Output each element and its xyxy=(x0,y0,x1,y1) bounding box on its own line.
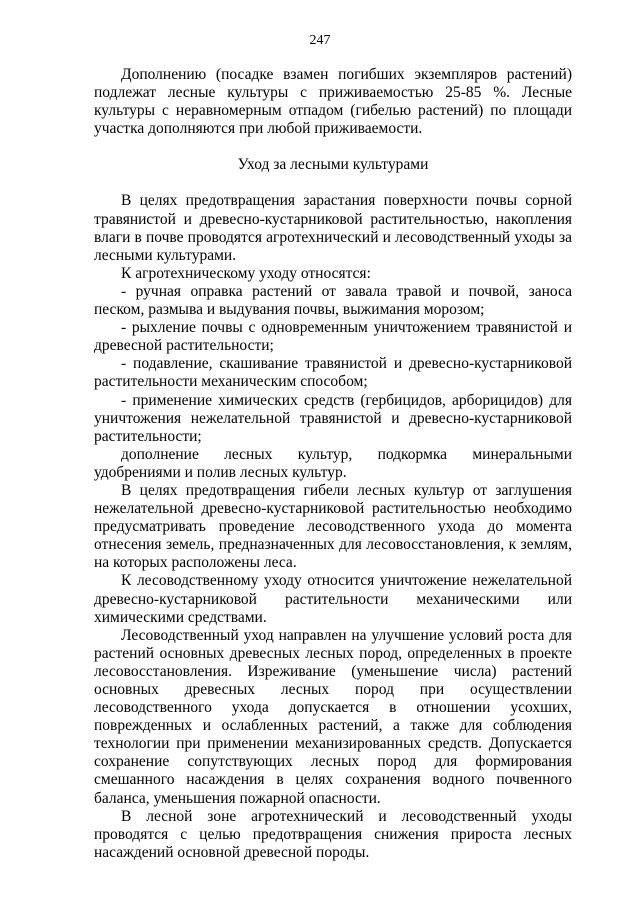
paragraph-agro-intro: К агротехническому уходу относятся: xyxy=(121,264,371,282)
page-number: 247 xyxy=(309,33,331,48)
paragraph-prevention: В целях предотвращения зарастания поверхности почвы сорной травянистой и древесно-кустарниковой растительностью, накопления влаги в почве проводятся агротехнический и лесоводственный уходы за лесными культурами. xyxy=(94,192,572,264)
intro-paragraph: Дополнению (посадке взамен погибших экземпляров растений) подлежат лесные культуры с приживаемостью 25-85 %. Лесные культуры с неравномерным отпадом (гибелью растений) по площади участка дополняются при любой приживаемости. xyxy=(94,66,572,138)
list-item: - подавление, скашивание травянистой и древесно-кустарниковой растительности механическим способом; xyxy=(94,355,572,391)
list-item: - применение химических средств (гербицидов, арборицидов) для уничтожения нежелательной травянистой и древесно-кустарниковой растительности; xyxy=(94,391,572,445)
list-item: - рыхление почвы с одновременным уничтожением травянистой и древесной растительности; xyxy=(94,319,572,355)
list-item: - ручная оправка растений от завала травой и почвой, заноса песком, размыва и выдувания почвы, выжимания морозом; xyxy=(94,282,572,319)
list-item: дополнение лесных культур, подкормка минеральными удобрениями и полив лесных культур. xyxy=(94,445,572,481)
paragraph-silvicultural-care: К лесоводственному уходу относится уничтожение нежелательной древесно-кустарниковой растительности механическими или химическими средствами. xyxy=(94,572,572,626)
section-heading: Уход за лесными культурами xyxy=(237,156,429,174)
paragraph-suppression: В целях предотвращения гибели лесных культур от заглушения нежелательной древесно-кустарниковой растительностью необходимо предусматривать проведение лесоводственного ухода до момента отнесения земель, предназначенных для лесовосстановления, к землям, на которых расположены леса. xyxy=(94,481,572,572)
paragraph-care-purpose: Лесоводственный уход направлен на улучшение условий роста для растений основных древесных лесных пород, определенных в проекте лесовосстановления. Изреживание (уменьшение числа) растений основных древесных лесных пород при осуществлении лесоводственного ухода допускается в отношении усохших, поврежденных и ослабленных растений, а также для соблюдения технологии при применении механизированных средств. Допускается сохранение сопутствующих лесных пород для формирования смешанного насаждения в целях сохранения водного почвенного баланса, уменьшения пожарной опасности. xyxy=(94,626,572,807)
paragraph-forest-zone: В лесной зоне агротехнический и лесоводственный уходы проводятся с целью предотвращения снижения прироста лесных насаждений основной древесной породы. xyxy=(94,807,572,861)
document-body xyxy=(94,66,572,862)
